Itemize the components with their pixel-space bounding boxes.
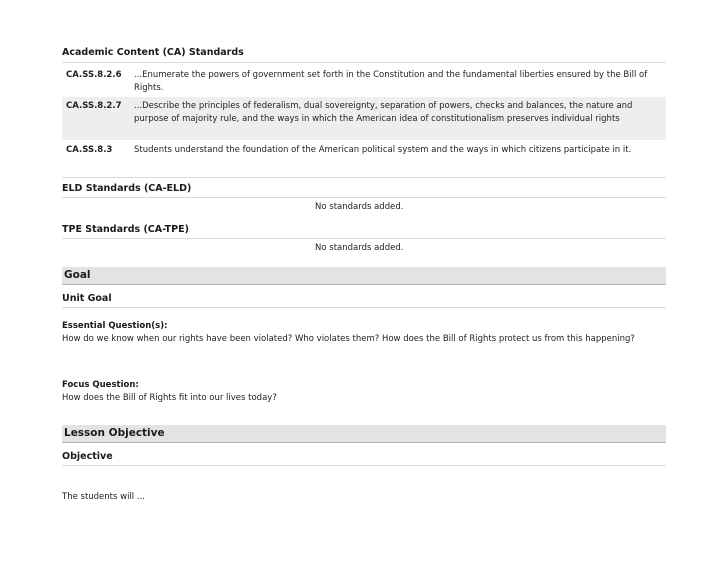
objective-text: The students will ...	[62, 492, 145, 502]
focus-question-text: How does the Bill of Rights fit into our lives today?	[62, 393, 277, 403]
divider	[62, 465, 666, 466]
divider	[62, 238, 666, 239]
tpe-standards-title: TPE Standards (CA-TPE)	[62, 224, 189, 235]
no-standards-text: No standards added.	[315, 202, 404, 212]
divider	[62, 62, 666, 63]
standard-row	[62, 97, 666, 140]
lesson-objective-header-label: Lesson Objective	[64, 427, 165, 439]
divider	[62, 177, 666, 178]
focus-question-label: Focus Question:	[62, 380, 139, 390]
standard-row	[62, 141, 666, 171]
goal-header-label: Goal	[64, 269, 91, 281]
standard-row	[62, 66, 666, 96]
unit-goal-title: Unit Goal	[62, 293, 112, 304]
lesson-objective-header	[62, 425, 666, 443]
academic-standards-title: Academic Content (CA) Standards	[62, 47, 244, 58]
standard-code: CA.SS.8.2.7	[66, 101, 122, 111]
standard-text: Students understand the foundation of the American political system and the ways in which citizens participate in it.	[134, 145, 632, 155]
no-standards-text: No standards added.	[315, 243, 404, 253]
divider	[62, 307, 666, 308]
eld-standards-title: ELD Standards (CA-ELD)	[62, 183, 192, 194]
goal-header	[62, 267, 666, 285]
essential-question-label: Essential Question(s):	[62, 321, 168, 331]
objective-title: Objective	[62, 451, 113, 462]
standard-code: CA.SS.8.2.6	[66, 70, 122, 80]
essential-question-text: How do we know when our rights have been violated? Who violates them? How does the Bill of Rights protect us from this happening?	[62, 334, 635, 344]
divider	[62, 197, 666, 198]
standard-text: ...Describe the principles of federalism, dual sovereignty, separation of powers, checks and balances, the nature and purpose of majority rule, and the ways in which the American idea of constitutionalism preserves individual rights	[134, 101, 633, 124]
standard-text: ...Enumerate the powers of government set forth in the Constitution and the fundamental liberties ensured by the Bill of Rights.	[134, 70, 648, 93]
standard-code: CA.SS.8.3	[66, 145, 113, 155]
